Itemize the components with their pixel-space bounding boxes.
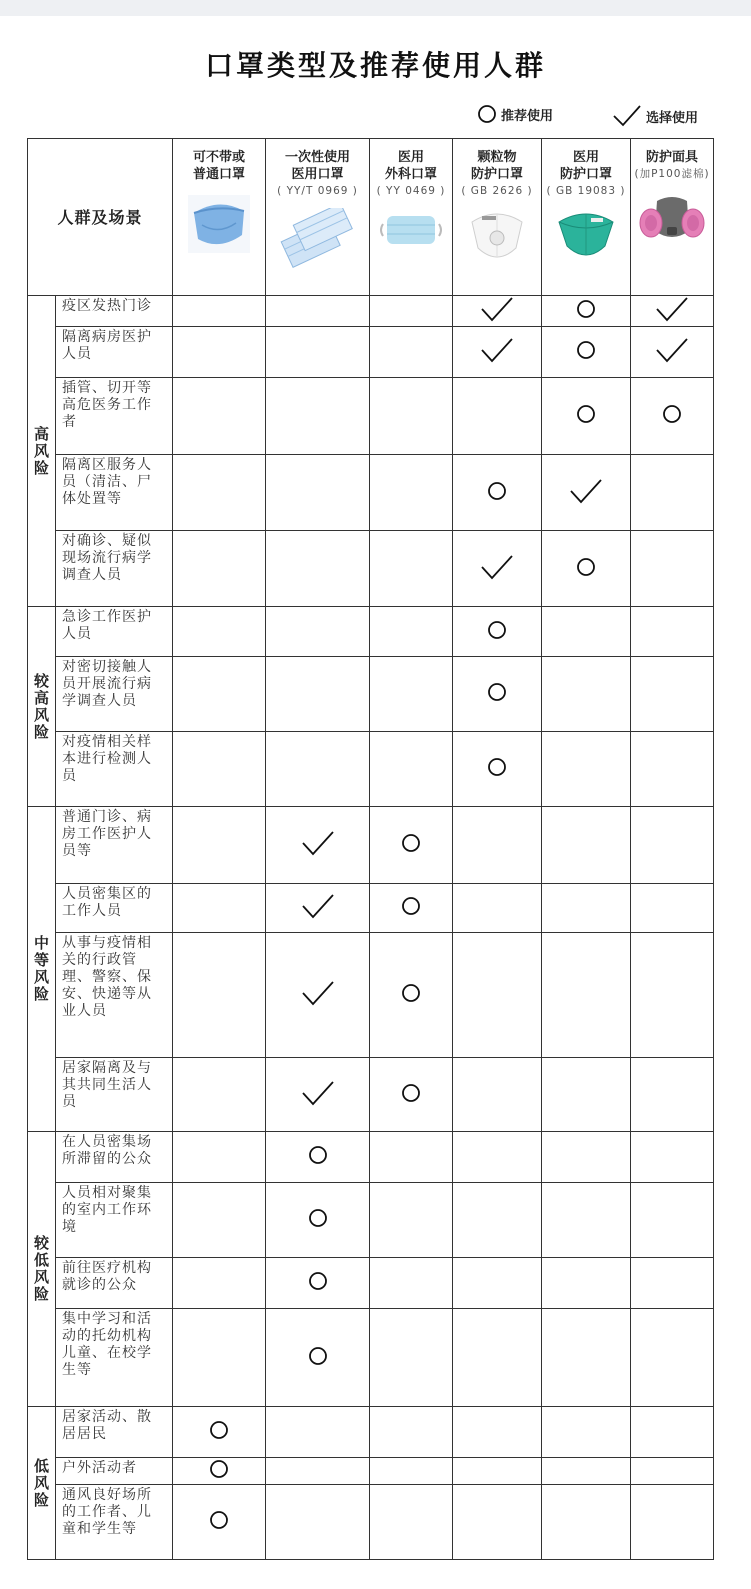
mark-cell: [370, 657, 453, 732]
circle-icon: [661, 403, 683, 425]
scene-label: 前往医疗机构就诊的公众: [56, 1258, 173, 1309]
table-row: [28, 607, 714, 657]
table-row: [28, 455, 714, 531]
column-standard: ( YY/T 0969 ): [277, 185, 358, 197]
check-icon: [301, 1080, 335, 1106]
table-row: [28, 1058, 714, 1132]
mark-cell: [173, 807, 266, 884]
column-header-6: [631, 139, 714, 296]
column-name: 医用 防护口罩: [560, 150, 613, 182]
mark-cell: [542, 1407, 631, 1458]
table-row: [28, 1258, 714, 1309]
check-icon: [655, 296, 689, 322]
corner-header: 人群及场景: [28, 139, 173, 296]
mark-cell: [266, 1132, 370, 1183]
mark-cell: [370, 607, 453, 657]
mark-cell: [631, 455, 714, 531]
mark-cell: [453, 657, 542, 732]
legend-recommend: [477, 104, 553, 124]
circle-icon: [477, 104, 497, 124]
mark-cell: [266, 807, 370, 884]
mark-cell: [631, 1183, 714, 1258]
top-strip: [0, 0, 751, 16]
risk-category-label: 较低风险: [33, 1234, 49, 1303]
mark-cell: [453, 531, 542, 607]
mark-cell: [453, 327, 542, 378]
mark-cell: [453, 884, 542, 933]
table-row: [28, 732, 714, 807]
column-name: 可不带或 普通口罩: [193, 150, 246, 182]
mark-cell: [453, 1058, 542, 1132]
mark-cell: [173, 1183, 266, 1258]
column-name: 防护面具: [646, 150, 699, 165]
scene-label: 插管、切开等高危医务工作者: [56, 378, 173, 455]
circle-icon: [400, 982, 422, 1004]
mark-cell: [370, 1407, 453, 1458]
risk-category-label: 高风险: [33, 424, 49, 477]
mark-cell: [631, 1458, 714, 1485]
mark-cell: [173, 1407, 266, 1458]
column-name: 医用 外科口罩: [385, 150, 438, 182]
risk-category-label: 较高风险: [33, 671, 49, 741]
circle-icon: [486, 756, 508, 778]
column-standard: ( GB 19083 ): [546, 185, 626, 197]
mark-cell: [453, 1458, 542, 1485]
mark-cell: [370, 1058, 453, 1132]
mark-cell: [542, 327, 631, 378]
scene-label: 集中学习和活动的托幼机构儿童、在校学生等: [56, 1309, 173, 1407]
mark-cell: [173, 1458, 266, 1485]
mark-cell: [542, 1309, 631, 1407]
mark-cell: [266, 884, 370, 933]
mark-cell: [173, 378, 266, 455]
mark-cell: [631, 1309, 714, 1407]
mark-cell: [453, 455, 542, 531]
risk-category: [28, 1407, 56, 1560]
risk-category: [28, 296, 56, 607]
mark-cell: [631, 732, 714, 807]
scene-label: 隔离区服务人员（清洁、尸体处置等: [56, 455, 173, 531]
mark-cell: [370, 531, 453, 607]
mark-cell: [453, 732, 542, 807]
circle-icon: [208, 1458, 230, 1480]
mark-cell: [266, 1485, 370, 1560]
mark-cell: [542, 1183, 631, 1258]
table-row: [28, 531, 714, 607]
mark-cell: [266, 327, 370, 378]
mark-cell: [631, 884, 714, 933]
mark-cell: [173, 1309, 266, 1407]
scene-label: 对密切接触人员开展流行病学调查人员: [56, 657, 173, 732]
mark-cell: [266, 657, 370, 732]
scene-label: 居家活动、散居居民: [56, 1407, 173, 1458]
mark-cell: [631, 657, 714, 732]
mark-cell: [370, 807, 453, 884]
column-standard: ( GB 2626 ): [461, 185, 533, 197]
mark-cell: [173, 1132, 266, 1183]
mark-cell: [453, 1132, 542, 1183]
circle-icon: [307, 1270, 329, 1292]
mark-cell: [370, 1258, 453, 1309]
circle-icon: [575, 556, 597, 578]
check-icon: [301, 830, 335, 856]
column-name: 一次性使用 医用口罩: [285, 150, 351, 182]
header-row: [28, 139, 714, 296]
risk-category-label: 中等风险: [33, 934, 49, 1003]
check-icon: [301, 893, 335, 919]
mark-cell: [542, 1485, 631, 1560]
table-row: [28, 1458, 714, 1485]
table-row: [28, 1183, 714, 1258]
circle-icon: [307, 1144, 329, 1166]
scene-label: 对确诊、疑似现场流行病学调查人员: [56, 531, 173, 607]
check-icon: [569, 478, 603, 504]
mark-cell: [173, 531, 266, 607]
mark-cell: [631, 296, 714, 327]
column-name: 颗粒物 防护口罩: [471, 150, 524, 182]
circle-icon: [486, 480, 508, 502]
mark-cell: [370, 327, 453, 378]
check-icon: [480, 296, 514, 322]
table-row: [28, 296, 714, 327]
table-row: [28, 1132, 714, 1183]
check-icon: [480, 337, 514, 363]
mark-cell: [631, 933, 714, 1058]
scene-label: 通风良好场所的工作者、儿童和学生等: [56, 1485, 173, 1560]
mark-cell: [370, 884, 453, 933]
mark-cell: [266, 607, 370, 657]
mark-cell: [542, 1258, 631, 1309]
scene-label: 居家隔离及与其共同生活人员: [56, 1058, 173, 1132]
mark-cell: [266, 1258, 370, 1309]
risk-category: [28, 807, 56, 1132]
column-header-5: [542, 139, 631, 296]
column-header-3: [370, 139, 453, 296]
scene-label: 对疫情相关样本进行检测人员: [56, 732, 173, 807]
column-standard: (加P100滤棉): [634, 168, 710, 180]
mark-cell: [266, 1407, 370, 1458]
circle-icon: [575, 298, 597, 320]
mark-cell: [370, 296, 453, 327]
mark-cell: [542, 933, 631, 1058]
scene-label: 人员密集区的工作人员: [56, 884, 173, 933]
mark-cell: [370, 1183, 453, 1258]
surgical-mask-icon: [370, 208, 452, 257]
mark-cell: [453, 807, 542, 884]
mark-cell: [453, 1407, 542, 1458]
mark-cell: [370, 732, 453, 807]
mark-cell: [173, 1258, 266, 1309]
mark-cell: [631, 807, 714, 884]
table-row: [28, 1309, 714, 1407]
mark-cell: [173, 327, 266, 378]
mark-cell: [173, 1485, 266, 1560]
circle-icon: [307, 1207, 329, 1229]
mark-cell: [631, 531, 714, 607]
mark-cell: [370, 1458, 453, 1485]
column-header-1: [173, 139, 266, 296]
mark-cell: [266, 1058, 370, 1132]
mark-cell: [266, 531, 370, 607]
mark-cell: [631, 378, 714, 455]
table-row: [28, 1407, 714, 1458]
scene-label: 普通门诊、病房工作医护人员等: [56, 807, 173, 884]
mark-cell: [453, 1183, 542, 1258]
mark-cell: [370, 933, 453, 1058]
table-row: [28, 884, 714, 933]
mark-cell: [631, 327, 714, 378]
mark-cell: [266, 455, 370, 531]
legend-optional-label: 选择使用: [646, 110, 699, 126]
mark-cell: [631, 1132, 714, 1183]
mark-cell: [542, 607, 631, 657]
mark-cell: [542, 1458, 631, 1485]
table-row: [28, 933, 714, 1058]
column-header-2: [266, 139, 370, 296]
mark-cell: [173, 884, 266, 933]
mark-cell: [542, 455, 631, 531]
mark-cell: [631, 1058, 714, 1132]
mark-cell: [266, 1309, 370, 1407]
table-row: [28, 657, 714, 732]
mark-cell: [542, 884, 631, 933]
mark-cell: [542, 732, 631, 807]
scene-label: 疫区发热门诊: [56, 296, 173, 327]
risk-category: [28, 1132, 56, 1407]
mark-cell: [370, 1132, 453, 1183]
mark-cell: [631, 1407, 714, 1458]
risk-category: [28, 607, 56, 807]
circle-icon: [575, 339, 597, 361]
table-row: [28, 378, 714, 455]
mark-cell: [173, 1058, 266, 1132]
mask-table: [27, 138, 714, 1560]
page-title: 口罩类型及推荐使用人群: [204, 49, 546, 82]
mark-cell: [173, 657, 266, 732]
mark-cell: [370, 1309, 453, 1407]
mark-cell: [453, 296, 542, 327]
respirator-icon: [631, 191, 713, 252]
mark-cell: [542, 378, 631, 455]
circle-icon: [486, 619, 508, 641]
scene-label: 户外活动者: [56, 1458, 173, 1485]
mark-cell: [370, 455, 453, 531]
mark-cell: [453, 1309, 542, 1407]
mark-cell: [173, 732, 266, 807]
mark-cell: [631, 1258, 714, 1309]
circle-icon: [208, 1419, 230, 1441]
column-header-4: [453, 139, 542, 296]
circle-icon: [400, 895, 422, 917]
circle-icon: [400, 832, 422, 854]
mark-cell: [453, 378, 542, 455]
mark-cell: [542, 807, 631, 884]
mark-cell: [266, 296, 370, 327]
legend-recommend-label: 推荐使用: [501, 108, 554, 124]
circle-icon: [575, 403, 597, 425]
mark-cell: [453, 1258, 542, 1309]
circle-icon: [307, 1345, 329, 1367]
mark-cell: [173, 933, 266, 1058]
mark-cell: [542, 657, 631, 732]
mark-cell: [542, 1058, 631, 1132]
mark-cell: [370, 1485, 453, 1560]
mark-cell: [266, 378, 370, 455]
scene-label: 在人员密集场所滞留的公众: [56, 1132, 173, 1183]
mark-cell: [453, 1485, 542, 1560]
mark-cell: [173, 607, 266, 657]
scene-label: 从事与疫情相关的行政管理、警察、保安、快递等从业人员: [56, 933, 173, 1058]
mark-cell: [173, 296, 266, 327]
particulate-mask-icon: [453, 208, 541, 267]
risk-category-label: 低风险: [33, 1456, 49, 1509]
mark-cell: [542, 1132, 631, 1183]
mark-cell: [266, 1458, 370, 1485]
disposable-mask-icon: [266, 208, 369, 273]
scene-label: 隔离病房医护人员: [56, 327, 173, 378]
mark-cell: [542, 296, 631, 327]
check-icon: [480, 554, 514, 580]
legend-optional: [612, 104, 698, 128]
mark-cell: [453, 607, 542, 657]
mark-cell: [173, 455, 266, 531]
mark-cell: [631, 1485, 714, 1560]
mark-cell: [266, 933, 370, 1058]
mark-cell: [266, 1183, 370, 1258]
check-icon: [301, 980, 335, 1006]
circle-icon: [208, 1509, 230, 1531]
check-icon: [612, 104, 642, 128]
medical-protective-mask-icon: [542, 208, 630, 265]
mark-cell: [542, 531, 631, 607]
mark-cell: [453, 933, 542, 1058]
table-row: [28, 1485, 714, 1560]
scene-label: 急诊工作医护人员: [56, 607, 173, 657]
table-row: [28, 807, 714, 884]
mark-cell: [266, 732, 370, 807]
mark-cell: [370, 378, 453, 455]
plain-mask-icon: [173, 195, 265, 258]
circle-icon: [486, 681, 508, 703]
circle-icon: [400, 1082, 422, 1104]
table-row: [28, 327, 714, 378]
mark-cell: [631, 607, 714, 657]
check-icon: [655, 337, 689, 363]
scene-label: 人员相对聚集的室内工作环境: [56, 1183, 173, 1258]
column-standard: ( YY 0469 ): [376, 185, 446, 197]
